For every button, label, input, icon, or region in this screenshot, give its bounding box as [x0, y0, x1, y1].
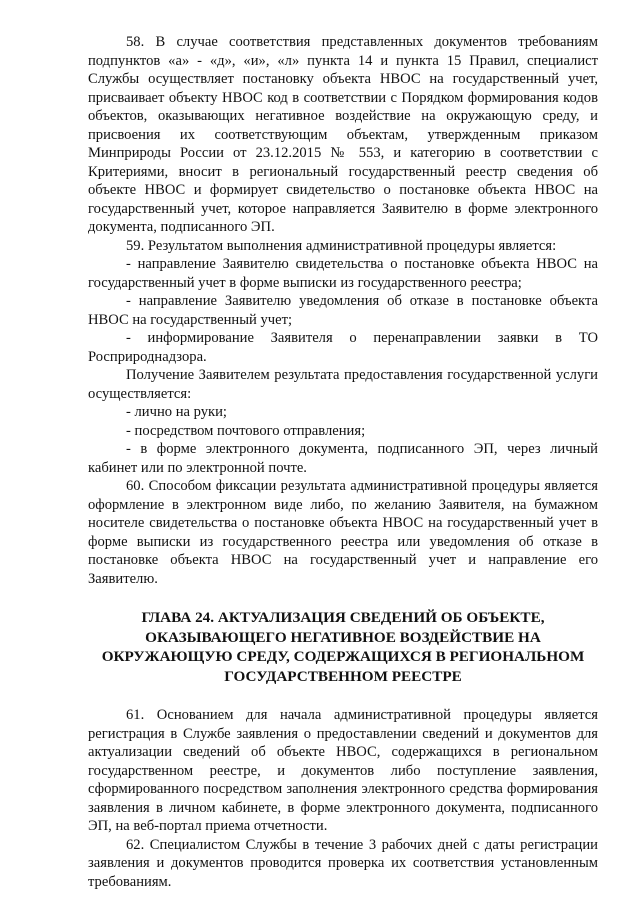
chapter-24-heading: ГЛАВА 24. АКТУАЛИЗАЦИЯ СВЕДЕНИЙ ОБ ОБЪЕКТЕ, ОКАЗЫВАЮЩЕГО НЕГАТИВНОЕ ВОЗДЕЙСТВИЕ НА ОКРУЖАЮЩУЮ СРЕДУ, СОДЕРЖАЩИХСЯ В РЕГИОНАЛЬНОМ ГОСУДАРСТВЕННОМ РЕЕСТРЕ	[101, 609, 585, 685]
list-item-result-certificate: - направление Заявителю свидетельства о постановке объекта НВОС на государственный учет в форме выписки из государственного реестра;	[88, 256, 598, 291]
list-item-result-refusal: - направление Заявителю уведомления об отказе в постановке объекта НВОС на государственный учет;	[88, 293, 598, 328]
document-page	[88, 33, 598, 891]
paragraph-receipt: Получение Заявителем результата предоставления государственной услуги осуществляется:	[88, 367, 598, 402]
paragraph-60: 60. Способом фиксации результата административной процедуры является оформление в электронном виде либо, по желанию Заявителя, на бумажном носителе свидетельства о постановке объекта НВОС на государственный учет в форме выписки из государственного реестра или уведомления об отказе в постановке объекта НВОС на государственный учет и направление его Заявителю.	[88, 478, 598, 587]
paragraph-62: 62. Специалистом Службы в течение 3 рабочих дней с даты регистрации заявления и документов проводится проверка их соответствия установленным требованиям.	[88, 836, 598, 890]
list-item-electronic: - в форме электронного документа, подписанного ЭП, через личный кабинет или по электронной почте.	[88, 441, 598, 476]
paragraph-59: 59. Результатом выполнения административной процедуры является:	[126, 237, 557, 254]
list-item-by-mail: - посредством почтового отправления;	[126, 422, 366, 439]
paragraph-61: 61. Основанием для начала административной процедуры является регистрация в Службе заявления о предоставлении сведений и документов для актуализации сведений об объекте НВОС, содержащихся в региональном государственном реестре, и документов либо поступление заявления, сформированного посредством заполнения электронного средства формирования заявления в личном кабинете, в форме электронного документа, подписанного ЭП, на веб-портал приема отчетности.	[88, 707, 598, 834]
list-item-in-person: - лично на руки;	[126, 404, 227, 420]
list-item-result-redirect: - информирование Заявителя о перенаправлении заявки в ТО Росприроднадзора.	[88, 330, 598, 365]
paragraph-58: 58. В случае соответствия представленных документов требованиям подпунктов «а» - «д», «и», «л» пункта 14 и пункта 15 Правил, специалист Службы осуществляет постановку объекта НВОС на государственный учет, присваивает объекту НВОС код в соответствии с Порядком формирования кодов объектов, оказывающих негативное воздействие на окружающую среду, и присвоения их соответствующим объектам, утвержденным приказом Минприроды России от 23.12.2015 № 553, и категорию в соответствии с Критериями, вносит в региональный государственный реестр сведения об объекте НВОС и формирует свидетельство о постановке объекта НВОС на государственный учет, которое направляется Заявителю в форме электронного документа, подписанного ЭП.	[88, 34, 598, 235]
